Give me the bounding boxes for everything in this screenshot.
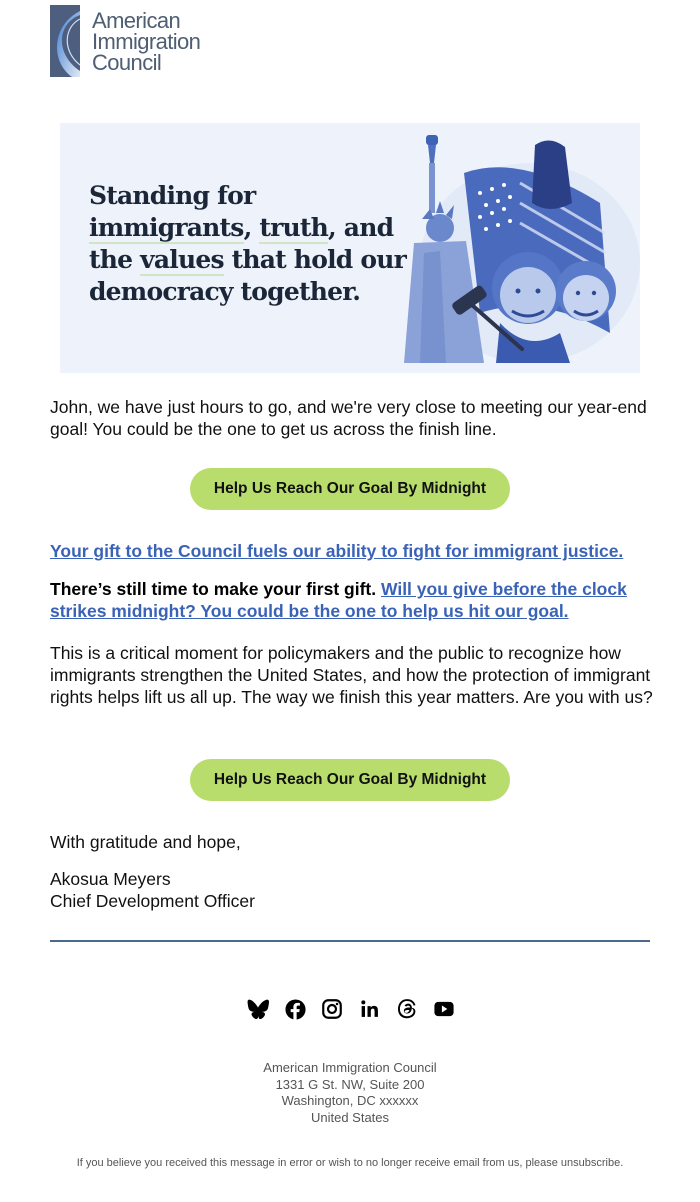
social-links — [246, 997, 456, 1021]
gift-link-paragraph — [50, 540, 655, 562]
gift-fuels-link[interactable]: Your gift to the Council fuels our ability to fight for immigrant justice. — [50, 541, 624, 561]
unsubscribe-disclaimer[interactable]: If you believe you received this message in error or wish to no longer receive email from us, please unsubscribe. — [76, 1157, 624, 1169]
facebook-icon[interactable] — [283, 997, 307, 1021]
hero-headline-line — [89, 180, 409, 212]
donate-cta-button[interactable]: Help Us Reach Our Goal By Midnight — [190, 468, 510, 510]
hero-headline-emphasis: truth — [259, 213, 328, 242]
hero-headline-text: democracy together. — [89, 277, 361, 306]
mailing-address — [150, 1060, 550, 1126]
hero-headline-line — [89, 212, 409, 244]
hero-banner[interactable] — [60, 123, 640, 373]
first-gift-paragraph — [50, 578, 655, 622]
logo-wordmark: American Immigration Council — [92, 8, 201, 75]
hero-headline-text: that hold our — [223, 245, 406, 274]
hero-collage-image — [400, 123, 640, 373]
address-country: United States — [310, 1109, 390, 1125]
intro-paragraph: John, we have just hours to go, and we're very close to meeting our year-end goal! You could be the one to get us across the finish line. — [50, 397, 647, 439]
critical-moment-paragraph: This is a critical moment for policymakers and the public to recognize how immigrants strengthen the United States, and how the protection of immigrant rights helps lift us all up. The way we finish this year matters. Are you with us? — [50, 643, 653, 707]
hero-headline-text: , and — [328, 213, 394, 242]
bluesky-icon[interactable] — [246, 997, 270, 1021]
hero-headline-text: Standing for — [89, 181, 256, 210]
hero-headline-text: the — [89, 245, 141, 274]
first-gift-bold-text: There’s still time to make your first gift. — [50, 579, 377, 599]
signer-title: Chief Development Officer — [50, 891, 255, 911]
hero-headline-text: , — [243, 213, 260, 242]
logo-mark-icon — [50, 5, 80, 77]
threads-icon[interactable] — [395, 997, 419, 1021]
hero-headline — [89, 180, 409, 308]
address-org: American Immigration Council — [263, 1060, 437, 1075]
give-before-midnight-link[interactable]: Will you give before the clock strikes midnight? You could be the one to help us hit our goal. — [50, 579, 627, 621]
footer-divider — [50, 940, 650, 942]
instagram-icon[interactable] — [320, 997, 344, 1021]
hero-headline-line — [89, 276, 409, 308]
signer-name: Akosua Meyers — [50, 869, 171, 889]
linkedin-icon[interactable] — [358, 997, 382, 1021]
hero-headline-emphasis: values — [140, 245, 224, 274]
youtube-icon[interactable] — [432, 997, 456, 1021]
hero-headline-line — [89, 244, 409, 276]
donate-cta-button-2[interactable]: Help Us Reach Our Goal By Midnight — [190, 759, 510, 801]
address-city: Washington, DC xxxxxx — [281, 1093, 419, 1108]
address-street: 1331 G St. NW, Suite 200 — [275, 1076, 425, 1092]
organization-logo[interactable] — [50, 5, 210, 79]
hero-headline-emphasis: immigrants — [89, 213, 244, 242]
closing-line: With gratitude and hope, — [50, 832, 241, 852]
